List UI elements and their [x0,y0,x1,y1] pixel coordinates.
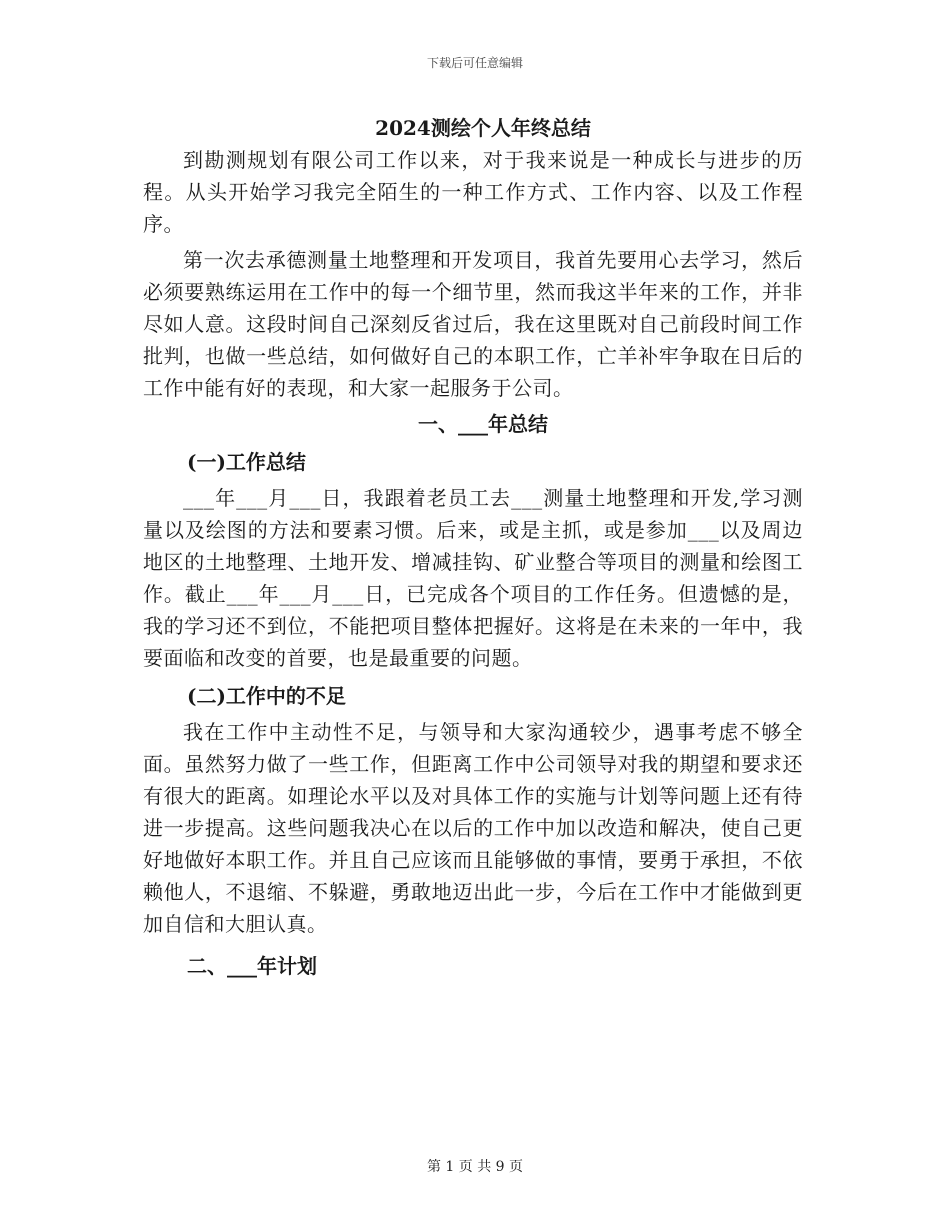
page-footer: 第 1 页 共 9 页 [426,1159,524,1175]
subheading-shortcomings: (二)工作中的不足 [187,684,346,708]
work-summary-paragraph: ___年___月___日，我跟着老员工去___测量土地整理和开发,学习测量以及绘图的方法和要素习惯。后来，或是主抓，或是参加___以及周边地区的土地整理、土地开发、增减挂钩、矿业整合等项目的测量和绘图工作。截止___年___月___日，已完成各个项目的工作任务。但遗憾的是，我的学习还不到位，不能把项目整体把握好。这将是在未来的一年中，我要面临和改变的首要，也是最重要的问题。 [143,486,803,670]
section-heading-summary: 一、___年总结 [418,412,548,436]
intro-paragraph-1: 到勘测规划有限公司工作以来，对于我来说是一种成长与进步的历程。从头开始学习我完全陌生的一种工作方式、工作内容、以及工作程序。 [143,148,803,236]
subheading-work-summary: (一)工作总结 [187,450,306,474]
document-title: 2024测绘个人年终总结 [375,116,591,140]
document-body [143,112,803,986]
header-note: 下载后可任意编辑 [426,56,523,70]
shortcomings-paragraph: 我在工作中主动性不足，与领导和大家沟通较少，遇事考虑不够全面。虽然努力做了一些工作，但距离工作中公司领导对我的期望和要求还有很大的距离。如理论水平以及对具体工作的实施与计划等问题上还有待进一步提高。这些问题我决心在以后的工作中加以改造和解决，使自己更好地做好本职工作。并且自己应该而且能够做的事情，要勇于承担，不依赖他人，不退缩、不躲避，勇敢地迈出此一步，今后在工作中才能做到更加自信和大胆认真。 [143,720,803,936]
section-heading-plan: 二、___年计划 [187,954,317,978]
intro-paragraph-2: 第一次去承德测量土地整理和开发项目，我首先要用心去学习，然后必须要熟练运用在工作中的每一个细节里，然而我这半年来的工作，并非尽如人意。这段时间自己深刻反省过后，我在这里既对自己前段时间工作批判，也做一些总结，如何做好自己的本职工作，亡羊补牢争取在日后的工作中能有好的表现，和大家一起服务于公司。 [143,248,803,400]
